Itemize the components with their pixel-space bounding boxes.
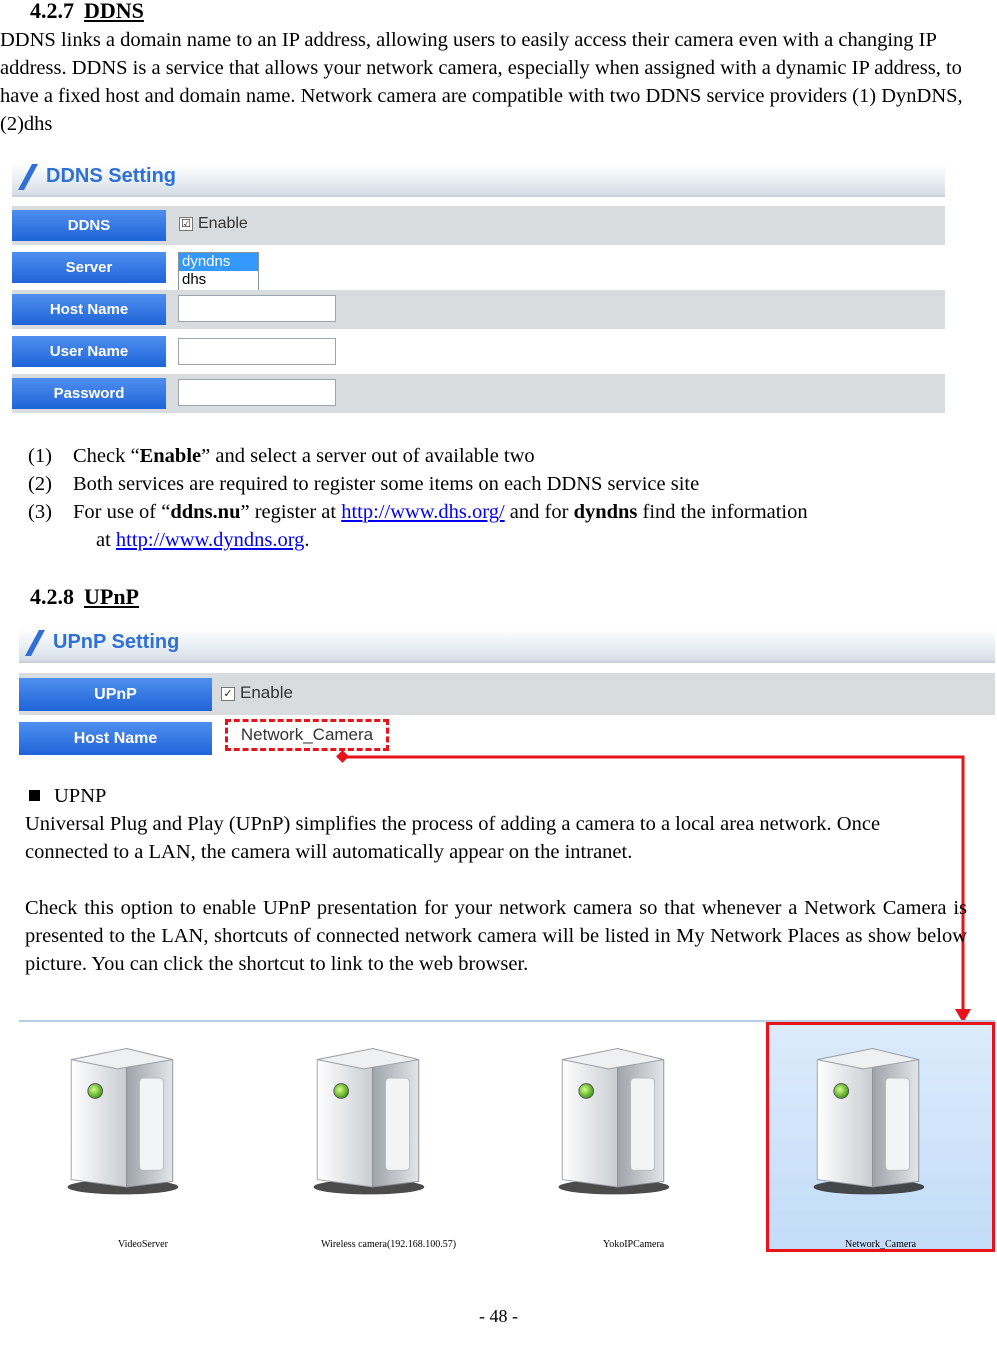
step-1-enable: Enable xyxy=(139,445,202,467)
upnp-hostname-label: Host Name xyxy=(19,722,212,755)
upnp-bullet xyxy=(29,782,106,810)
step-3-text-d: and for xyxy=(504,501,574,523)
upnp-enable-label: Enable xyxy=(240,683,293,702)
step-2: Both services are required to register some items on each DDNS service site xyxy=(73,473,700,495)
hostname-label: Host Name xyxy=(12,294,166,325)
upnp-bullet-text: UPNP xyxy=(54,785,107,807)
ddns-heading-number: 4.2.7 xyxy=(30,0,74,23)
ddns-panel-header xyxy=(12,163,945,197)
checkbox-icon[interactable]: ✓ xyxy=(221,687,235,701)
password-label: Password xyxy=(12,378,166,409)
ddns-heading xyxy=(30,0,144,24)
step-3-text-f: find the information xyxy=(637,501,808,523)
network-device-icon[interactable] xyxy=(553,1025,673,1205)
step-3-ddnsnu: ddns.nu xyxy=(170,501,241,523)
ddns-enable-checkbox[interactable] xyxy=(179,215,248,233)
upnp-enable-checkbox[interactable] xyxy=(221,683,293,703)
page-number: - 48 - xyxy=(479,1306,518,1326)
step-3-continued xyxy=(96,526,310,554)
ddns-setting-panel xyxy=(12,163,945,415)
step-3 xyxy=(73,498,808,526)
upnp-paragraph-2: Check this option to enable UPnP presentation for your network camera so that whenever a Network Camera is presented to the LAN, shortcuts of connected network camera will be listed in My Network Places as show below picture. You can click the shortcut to link to the web browser. xyxy=(25,897,967,975)
upnp-paragraph-1: Universal Plug and Play (UPnP) simplifies the process of adding a camera to a local area network. Once connected to a LAN, the camera will automatically appear on the intranet. xyxy=(25,813,881,863)
upnp-label: UPnP xyxy=(19,678,212,711)
device-label[interactable]: Network_Camera xyxy=(845,1239,917,1250)
upnp-panel-header xyxy=(19,629,995,663)
upnp-heading-title: UPnP xyxy=(84,584,139,609)
server-option-dhs[interactable]: dhs xyxy=(182,271,207,288)
step-3-text-c: ” register at xyxy=(240,501,342,523)
upnp-heading-number: 4.2.8 xyxy=(30,584,74,609)
highlight-arrow xyxy=(330,745,980,1025)
step-3-number: (3) xyxy=(28,501,52,523)
username-label: User Name xyxy=(12,336,166,367)
step-3-text-h: . xyxy=(304,529,310,551)
dyndns-link[interactable]: http://www.dyndns.org xyxy=(115,529,305,551)
ddns-enable-label: Enable xyxy=(198,215,248,232)
checkbox-icon[interactable]: ☑ xyxy=(179,217,193,231)
step-3-dyndns: dyndns xyxy=(573,501,638,523)
network-device-icon[interactable] xyxy=(62,1025,182,1205)
ddns-label: DDNS xyxy=(12,210,166,241)
network-device-icon[interactable] xyxy=(808,1025,928,1205)
upnp-hostname-input[interactable]: Network_Camera xyxy=(225,719,389,751)
network-device-icon[interactable] xyxy=(308,1025,428,1205)
username-input[interactable] xyxy=(178,338,336,365)
hostname-input[interactable] xyxy=(178,295,336,322)
dhs-link[interactable]: http://www.dhs.org/ xyxy=(341,501,505,523)
upnp-panel-title: UPnP Setting xyxy=(53,631,180,653)
ddns-panel-title: DDNS Setting xyxy=(46,165,176,187)
upnp-heading xyxy=(30,584,139,610)
step-1 xyxy=(73,442,535,470)
server-label: Server xyxy=(12,252,166,283)
panel-slash-icon xyxy=(18,164,38,190)
server-option-dyndns[interactable]: dyndns xyxy=(179,253,258,271)
step-3-text-g: at xyxy=(96,529,116,551)
upnp-setting-panel xyxy=(19,629,995,755)
step-1-text-a: Check “ xyxy=(73,445,140,467)
step-3-text-a: For use of “ xyxy=(73,501,171,523)
step-2-number: (2) xyxy=(28,473,52,495)
device-label[interactable]: VideoServer xyxy=(118,1239,168,1250)
step-1-number: (1) xyxy=(28,445,52,467)
password-input[interactable] xyxy=(178,379,336,406)
device-label[interactable]: Wireless camera(192.168.100.57) xyxy=(321,1239,457,1250)
ddns-paragraph: DDNS links a domain name to an IP address, allowing users to easily access their camera even with a changing IP address. DDNS is a service that allows your network camera, especially when assigned with a dynamic IP address, to have a fixed host and domain name. Network camera are compatible with two DDNS service providers (1) DynDNS, (2)dhs xyxy=(0,29,963,135)
ddns-heading-title: DDNS xyxy=(84,0,144,23)
device-label[interactable]: YokoIPCamera xyxy=(603,1239,665,1250)
step-1-text-c: ” and select a server out of available two xyxy=(201,445,535,467)
square-bullet-icon xyxy=(29,790,40,801)
panel-slash-icon xyxy=(25,630,45,656)
